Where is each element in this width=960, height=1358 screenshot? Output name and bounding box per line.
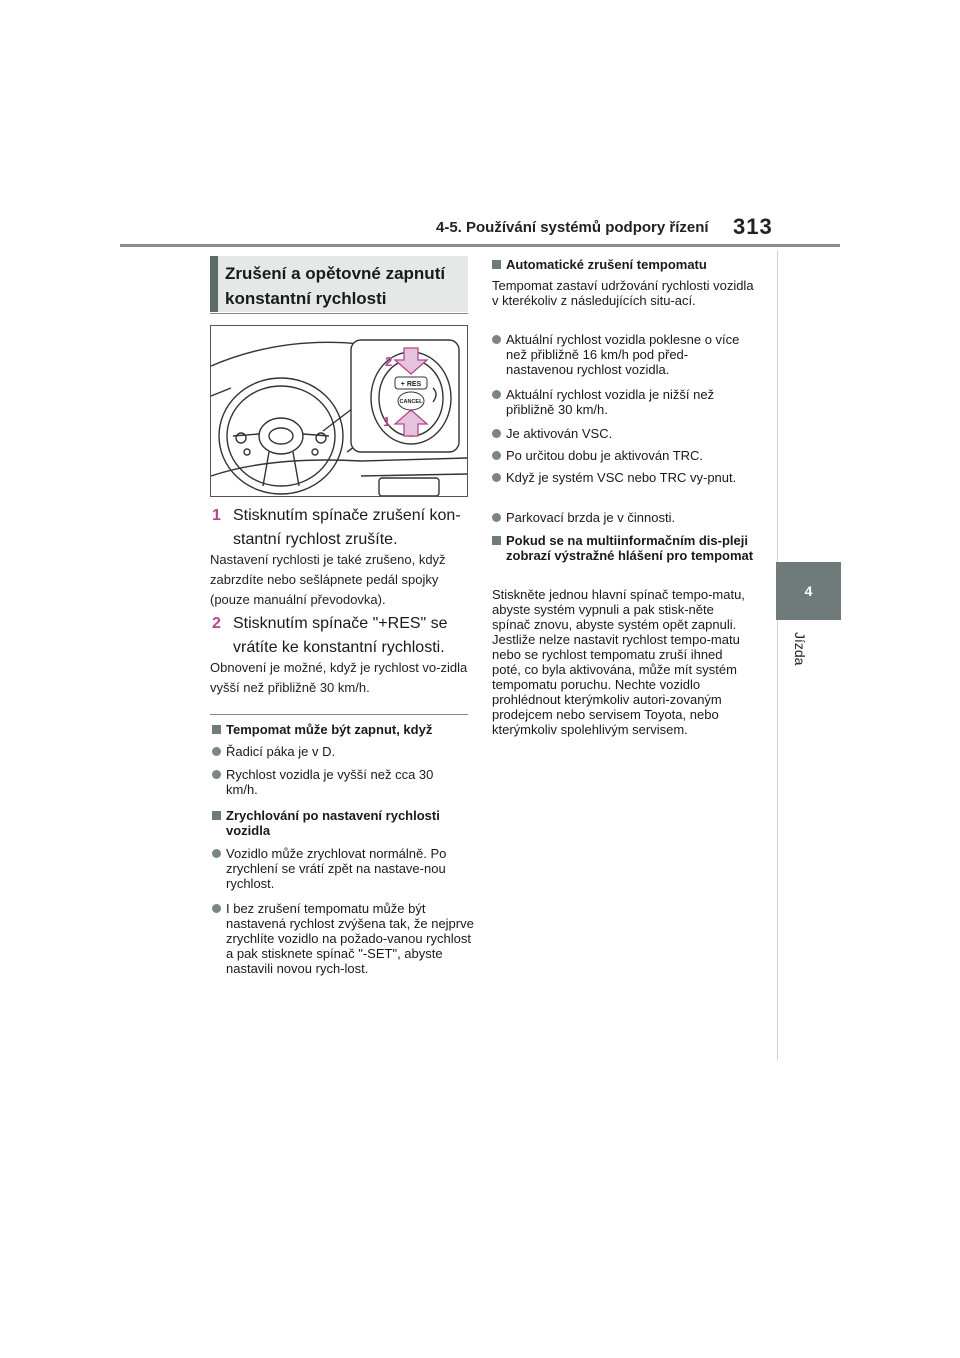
callout-2: 2: [385, 354, 393, 369]
section-heading: [210, 256, 468, 312]
square-bullet-icon: [492, 536, 501, 545]
round-bullet-icon: [492, 390, 501, 399]
steering-wheel-illustration: [211, 326, 467, 496]
round-bullet-icon: [492, 513, 501, 522]
bullet: Rychlost vozidla je vyšší než cca 30 km/h.: [212, 767, 452, 797]
step-text: Stisknutím spínače "+RES" se vrátíte ke konstantní rychlosti.: [233, 615, 448, 656]
round-bullet-icon: [492, 473, 501, 482]
callout-1: 1: [383, 414, 391, 429]
round-bullet-icon: [212, 770, 221, 779]
step-1: [212, 504, 472, 552]
bullet: Je aktivován VSC.: [492, 426, 754, 441]
bullet: Když je systém VSC nebo TRC vy-pnut.: [492, 470, 742, 485]
step-number: 1: [212, 507, 221, 524]
bullet: Řadicí páka je v D.: [212, 744, 474, 759]
bullet: Parkovací brzda je v činnosti.: [492, 510, 754, 525]
round-bullet-icon: [492, 451, 501, 460]
res-button-label: + RES: [400, 381, 422, 388]
round-bullet-icon: [212, 747, 221, 756]
round-bullet-icon: [212, 849, 221, 858]
section-title-line2: konstantní rychlosti: [225, 289, 387, 308]
warning-message-body: Stiskněte jednou hlavní spínač tempo-matu, abyste systém vypnuli a pak stisk-něte spínač znovu, abyste systém opět zapnuli. Jestliže nelze nastavit rychlost tempo-matu nebo se rychlost tempomatu zruší ihned poté, co byla aktivována, může mít systém tempomatu poruchu. Nechte vozidlo prohlédnout kterýmkoliv autori-zovaným prodejcem nebo servisem Toyota, nebo kterýmkoliv spolehlivým servisem.: [492, 587, 745, 737]
header-divider: [120, 244, 840, 247]
bullet: Aktuální rychlost vozidla poklesne o více než přibližně 16 km/h pod před-nastavenou rychlost vozidla.: [492, 332, 754, 377]
step-2: [212, 612, 472, 660]
bullet: Po určitou dobu je aktivován TRC.: [492, 448, 754, 463]
running-header: 4-5. Používání systémů podpory řízení: [436, 219, 709, 236]
steering-wheel-figure: [210, 325, 468, 497]
heading-auto-cancel: Automatické zrušení tempomatu: [492, 257, 754, 272]
cancel-button-label: CANCEL: [399, 399, 423, 405]
mid-divider: [210, 714, 468, 715]
side-divider: [777, 250, 778, 1060]
round-bullet-icon: [212, 904, 221, 913]
heading-acceleration: Zrychlování po nastavení rychlosti vozidla: [212, 808, 474, 838]
note-2: Obnovení je možné, když je rychlost vo-zidla vyšší než přibližně 30 km/h.: [210, 660, 468, 695]
heading-warning-message: Pokud se na multiinformačním dis-pleji zobrazí výstražné hlášení pro tempomat: [492, 533, 754, 563]
bullet: Aktuální rychlost vozidla je nižší než přibližně 30 km/h.: [492, 387, 742, 417]
square-bullet-icon: [212, 811, 221, 820]
section-title-line1: Zrušení a opětovné zapnutí: [225, 264, 446, 283]
chapter-tab[interactable]: 4: [776, 562, 841, 620]
page-number: 313: [733, 214, 773, 239]
bullet: I bez zrušení tempomatu může být nastavená rychlost zvýšena tak, že nejprve zrychlíte vozidlo na požado-vanou rychlost a pak stisknete spínač "-SET", abyste nastavili novou rych-lost.: [212, 901, 474, 976]
round-bullet-icon: [492, 429, 501, 438]
step-text: Stisknutím spínače zrušení kon-stantní rychlost zrušíte.: [233, 507, 461, 548]
auto-cancel-intro: Tempomat zastaví udržování rychlosti vozidla v kterékoliv z následujících situ-ací.: [492, 278, 754, 308]
square-bullet-icon: [492, 260, 501, 269]
chapter-label: Jízda: [792, 632, 808, 666]
square-bullet-icon: [212, 725, 221, 734]
step-number: 2: [212, 615, 221, 632]
bullet: Vozidlo může zrychlovat normálně. Po zrychlení se vrátí zpět na nastave-nou rychlost.: [212, 846, 474, 891]
heading-cruise-on: Tempomat může být zapnut, když: [212, 722, 474, 737]
note-1: Nastavení rychlosti je také zrušeno, když zabrzdíte nebo sešlápnete pedál spojky (pouze manuální převodovka).: [210, 552, 446, 607]
section-divider: [210, 313, 468, 314]
round-bullet-icon: [492, 335, 501, 344]
